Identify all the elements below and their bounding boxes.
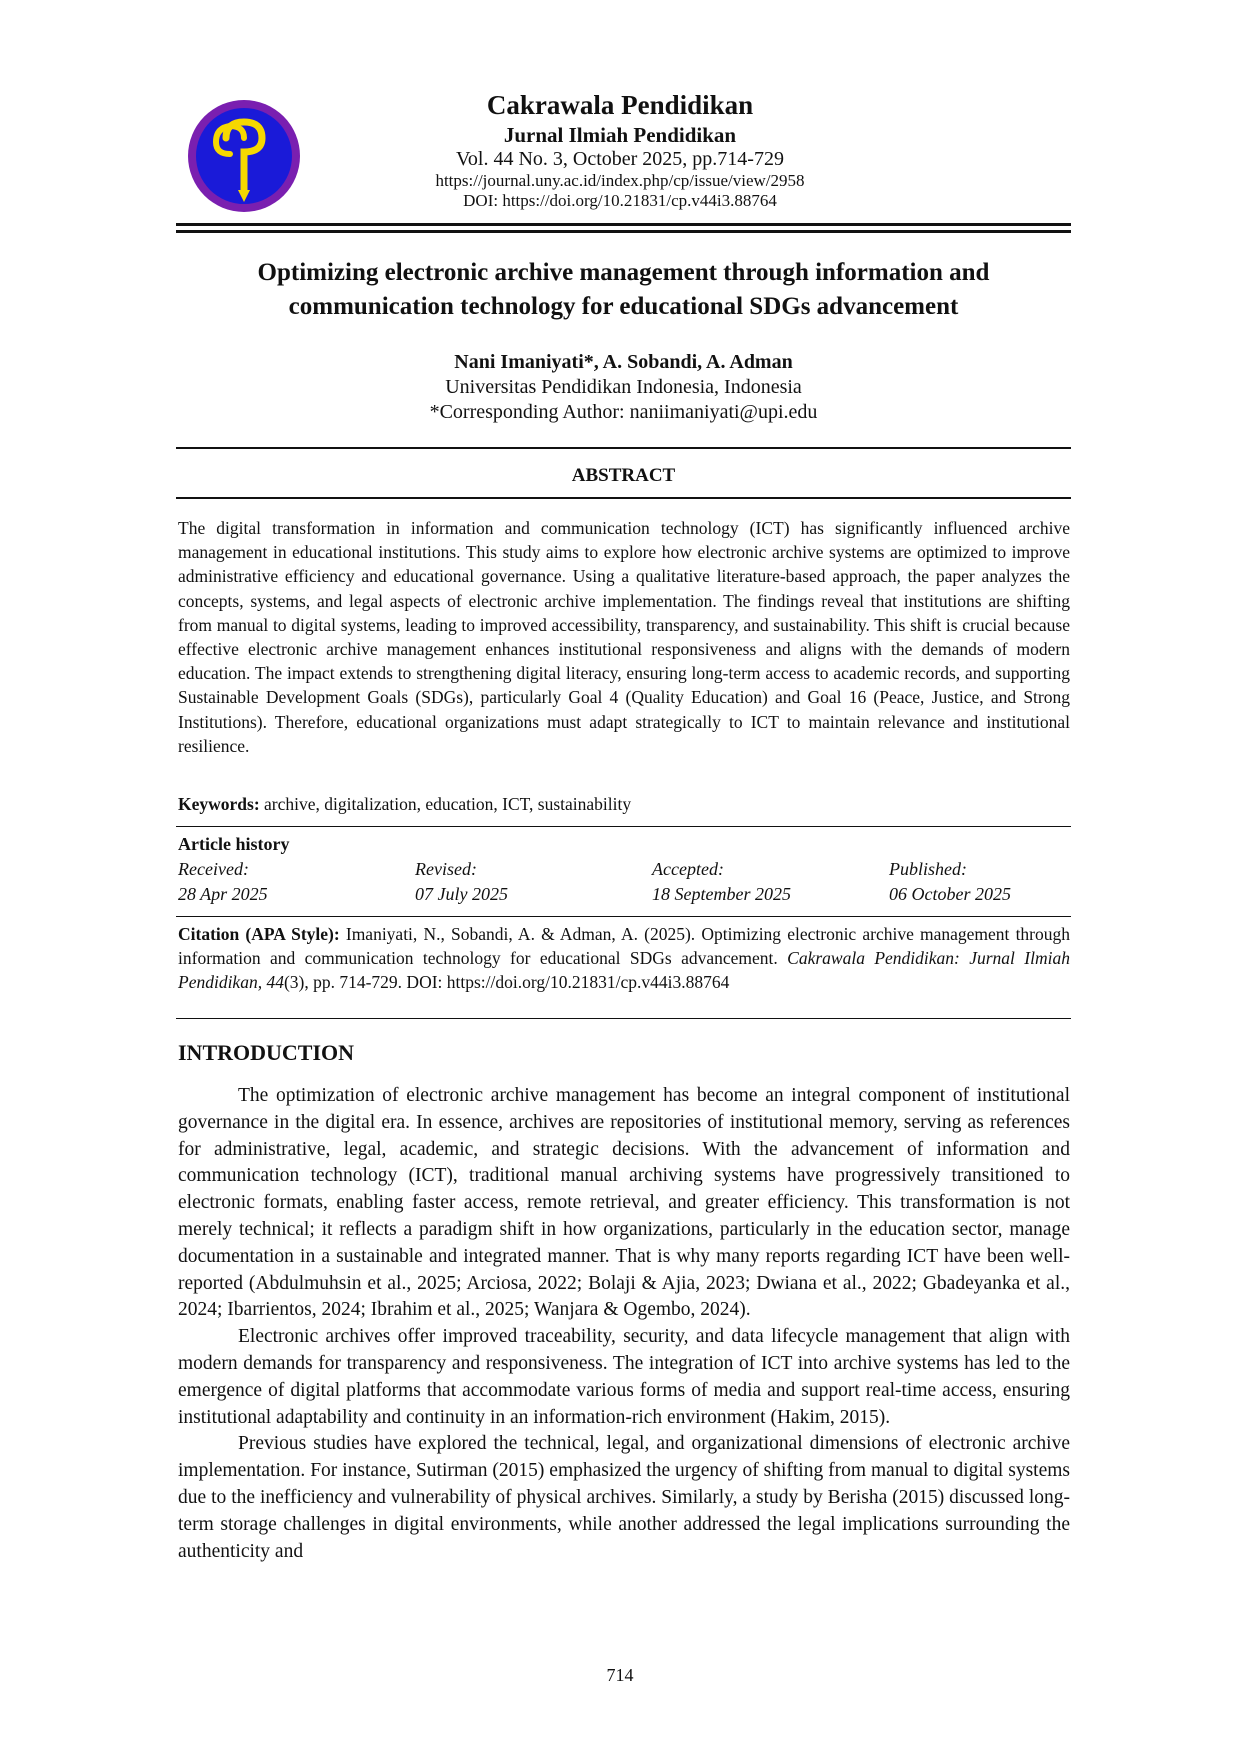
history-received: [178, 857, 415, 907]
history-revised: [415, 857, 652, 907]
abstract-rule-top: [176, 447, 1071, 449]
journal-subtitle: Jurnal Ilmiah Pendidikan: [503, 123, 737, 148]
citation-rule-bottom: [176, 1018, 1071, 1019]
history-label: Published:: [889, 859, 967, 879]
journal-masthead: [330, 90, 910, 210]
history-date: 28 Apr 2025: [178, 884, 268, 904]
history-date: 07 July 2025: [415, 884, 508, 904]
keywords: [178, 794, 1070, 815]
header-rule-bottom: [176, 230, 1071, 233]
body-paragraph: Previous studies have explored the technical, legal, and organizational dimensions of electronic archive implementation. For instance, Sutirman (2015) emphasized the urgency of shifting from manual to digital systems due to the inefficiency and vulnerability of physical archives. Similarly, a study by Berisha (2015) discussed long-term storage challenges in digital environments, while another addressed the legal implications surrounding the authenticity and: [178, 1433, 1070, 1562]
section-heading: INTRODUCTION: [178, 1040, 355, 1065]
doi-link[interactable]: DOI: https://doi.org/10.21831/cp.v44i3.88764: [463, 190, 777, 210]
citation-text-end[interactable]: (3), pp. 714-729. DOI: https://doi.org/10.21831/cp.v44i3.88764: [283, 972, 730, 993]
author-affiliation: Universitas Pendidikan Indonesia, Indonesia: [445, 376, 802, 398]
history-rule-top: [176, 826, 1071, 827]
history-rule-bottom: [176, 916, 1071, 917]
history-label: Accepted:: [652, 859, 724, 879]
history-published: [889, 857, 1070, 907]
article-history: [178, 832, 1070, 907]
history-grid: [178, 857, 1070, 907]
abstract-heading: ABSTRACT: [571, 465, 676, 486]
page-number: 714: [606, 1665, 634, 1685]
history-heading: Article history: [178, 834, 290, 854]
citation-text: Imaniyati, N., Sobandi, A. & Adman, A. (2025). Optimizing electronic archive management through information and communication technology for educational SDGs advancement.: [178, 924, 1071, 969]
body-paragraph: The optimization of electronic archive management has become an integral component of institutional governance in the digital era. In essence, archives are repositories of institutional memory, serving as references for administrative, legal, academic, and strategic decisions. With the advancement of information and communication technology (ICT), traditional manual archiving systems have progressively transitioned to electronic formats, enabling faster access, remote retrieval, and greater efficiency. This transformation is not merely technical; it reflects a paradigm shift in how organizations, particularly in the education sector, manage documentation in a sustainable and integrated manner. That is why many reports regarding ICT have been well-reported (Abdulmuhsin et al., 2025; Arciosa, 2022; Bolaji & Ajia, 2023; Dwiana et al., 2022; Gbadeyanka et al., 2024; Ibarrientos, 2024; Ibrahim et al., 2025; Wanjara & Ogembo, 2024).: [178, 1085, 1070, 1321]
keywords-text: archive, digitalization, education, ICT, sustainability: [259, 794, 632, 814]
keywords-label: Keywords:: [178, 794, 260, 814]
abstract-text: The digital transformation in information and communication technology (ICT) has significantly influenced archive management in educational institutions. This study aims to explore how electronic archive systems are optimized to improve administrative efficiency and educational governance. Using a qualitative literature-based approach, the paper analyzes the concepts, systems, and legal aspects of electronic archive implementation. The findings reveal that institutions are shifting from manual to digital systems, leading to improved accessibility, transparency, and sustainability. This shift is crucial because effective electronic archive management enhances institutional responsiveness and aligns with the demands of modern education. The impact extends to strengthening digital literacy, ensuring long-term access to academic records, and supporting Sustainable Development Goals (SDGs), particularly Goal 4 (Quality Education) and Goal 16 (Peace, Justice, and Strong Institutions). Therefore, educational organizations must adapt strategically to ICT to maintain relevance and institutional resilience.: [178, 518, 1070, 756]
citation-label: Citation (APA Style):: [178, 924, 340, 944]
author-block: [176, 350, 1071, 425]
header-rule-top: [176, 223, 1071, 226]
author-names: Nani Imaniyati*, A. Sobandi, A. Adman: [454, 351, 793, 373]
citation-journal: Cakrawala Pendidikan: Jurnal Ilmiah Pendidikan, 44: [178, 948, 1070, 993]
history-date: 18 September 2025: [652, 884, 791, 904]
history-date: 06 October 2025: [889, 884, 1011, 904]
citation-block: [178, 922, 1070, 995]
article-title: Optimizing electronic archive management through information and communication technology for educational SDGs advancement: [257, 259, 990, 320]
introduction-body: [178, 1083, 1070, 1565]
journal-title: Cakrawala Pendidikan: [486, 90, 754, 120]
history-label: Received:: [178, 859, 249, 879]
journal-volume: Vol. 44 No. 3, October 2025, pp.714-729: [456, 148, 784, 171]
issue-url-link[interactable]: https://journal.uny.ac.id/index.php/cp/issue/view/2958: [435, 171, 805, 191]
history-accepted: [652, 857, 889, 907]
history-label: Revised:: [415, 859, 477, 879]
body-paragraph: Electronic archives offer improved traceability, security, and data lifecycle management that align with modern demands for transparency and responsiveness. The integration of ICT into archive systems has led to the emergence of digital platforms that accommodate various forms of media and support real-time access, ensuring institutional adaptability and continuity in an information-rich environment (Hakim, 2015).: [178, 1326, 1070, 1428]
abstract-rule-bottom: [176, 497, 1071, 499]
corresponding-author: *Corresponding Author: naniimaniyati@upi.edu: [429, 401, 818, 423]
journal-logo-icon: [186, 98, 302, 214]
